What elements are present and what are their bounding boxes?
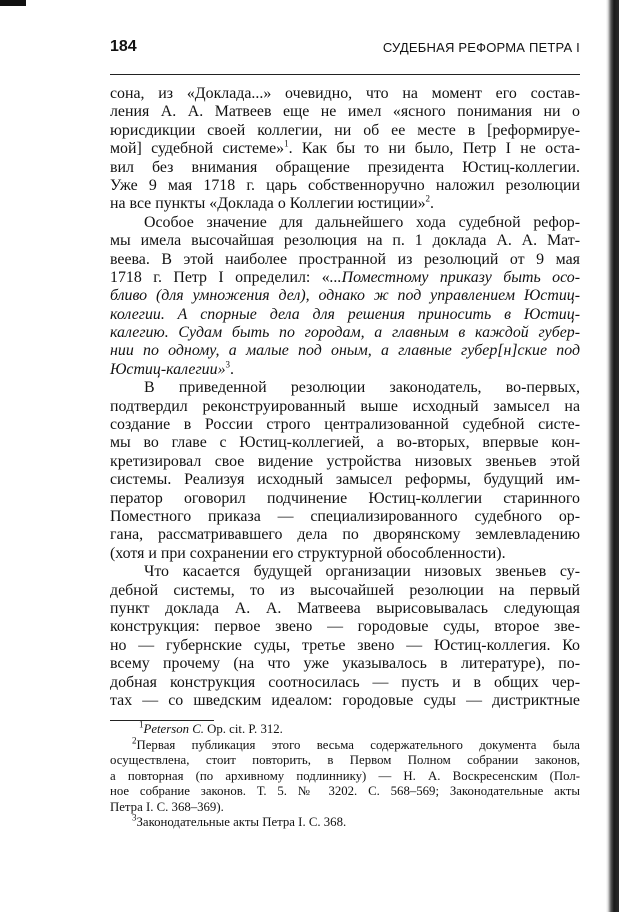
text-line: тах — со шведским идеалом: городовые суды — дистриктные	[110, 691, 580, 709]
text-line: (хотя и при сохранении его структурной обособленности).	[110, 544, 506, 562]
text-line	[110, 140, 580, 158]
text-line: юрисдикции своей коллегии, ни об ее месте в [реформируе-	[110, 121, 580, 139]
footnote-author: Peterson C.	[143, 722, 204, 736]
footnotes	[110, 719, 580, 831]
footnote-ref: 1	[284, 138, 289, 149]
text-line: дебной системы, то из высочайшей резолюции на первый	[110, 581, 580, 599]
text-line: Что касается будущей организации низовых звеньев су-	[144, 563, 580, 581]
footnote-3	[110, 812, 580, 831]
footnote-number: 1	[139, 719, 144, 730]
text-line	[110, 287, 580, 305]
running-title: СУДЕБНАЯ РЕФОРМА ПЕТРА I	[382, 40, 580, 55]
scan-page-edge	[602, 0, 619, 912]
quote-segment: колегии. А спорные дела для решения приносить в Юстиц-	[110, 305, 580, 323]
header-rule	[110, 74, 580, 75]
text-line: ления А. А. Матвеев еще не имел «ясного понимания ни о	[110, 103, 580, 121]
text-line: добная конструкция соотносилась — пусть и в общих чер-	[110, 673, 580, 691]
footnote-number: 2	[132, 735, 137, 746]
body-text	[110, 85, 580, 710]
text-line: пункт доклада А. А. Матвеева вырисовывалась следующая	[110, 599, 580, 617]
text-line: мы во главе с Юстиц-коллегией, а во-вторых, впервые кон-	[110, 434, 580, 452]
text-line: но — губернские суды, третье звено — Юстиц-коллегия. Ко	[110, 636, 580, 654]
footnote-line: Петра I. С. 368–369).	[110, 799, 224, 814]
text-line: гана, рассматривавшего дела по дворянскому землевладению	[110, 526, 580, 544]
footnote-rule	[110, 720, 214, 721]
text-segment: .	[430, 195, 434, 213]
footnote-text: Первая публикация этого весьма содержательного документа была	[136, 737, 580, 752]
quote-segment: ...Поместному приказу быть осо-	[329, 268, 580, 286]
text-line: конструкция: первое звено — городовые суды, второе зве-	[110, 618, 580, 636]
text-line	[110, 361, 580, 379]
footnote-number: 3	[132, 812, 137, 823]
text-line	[110, 342, 580, 360]
text-line: подтвердил реконструированный выше исходный замысел на	[110, 397, 580, 415]
footnote-text: Законодательные акты Петра I. С. 368.	[136, 815, 347, 829]
footnote-ref: 2	[425, 194, 431, 205]
footnote-ref: 3	[225, 359, 231, 370]
text-segment: 1718 г. Петр I определил: «	[110, 268, 330, 286]
text-line: создание в России строго централизованной судебной систе-	[110, 416, 580, 434]
text-line: Особое значение для дальнейшего хода судебной рефор-	[144, 213, 580, 231]
text-line	[110, 306, 580, 324]
text-line: всему прочему (на что уже указывалось в литературе), по-	[110, 655, 580, 673]
text-line: кретизировал свое видение устройства низовых звеньев этой	[110, 452, 580, 470]
text-line: ператор оговорил подчинение Юстиц-коллегии старинного	[110, 489, 580, 507]
footnote-text: Op. cit. P. 312.	[203, 722, 283, 736]
text-line: Поместного приказа — специализированного судебного ор-	[110, 507, 580, 525]
page-header	[110, 38, 580, 60]
text-segment: . Как бы то ни было, Петр I не оста-	[288, 140, 580, 158]
text-segment: на все пункты «Доклада о Коллегии юстиции»	[110, 195, 426, 213]
text-line: системы. Реализуя исходный замысел реформы, будущий им-	[110, 471, 580, 489]
quote-segment: Юстиц-калегии»	[110, 360, 226, 378]
text-line: В приведенной резолюции законодатель, во-первых,	[144, 379, 580, 397]
quote-segment: калегию. Судам быть по городам, а главным в каждой губер-	[110, 324, 580, 342]
text-line: мы имела высочайшая резолюция на п. 1 доклада А. А. Мат-	[110, 232, 580, 250]
text-segment: .	[230, 360, 234, 378]
footnote-line: осуществлена, стоит повторить, в Первом Полном собрании законов,	[110, 753, 580, 767]
footnote-1	[110, 719, 580, 738]
text-line	[110, 269, 580, 287]
text-line: сона, из «Доклада...» очевидно, что на момент его состав-	[110, 85, 580, 102]
scan-corner-mark	[0, 0, 26, 6]
text-line	[110, 324, 580, 342]
footnote-2	[110, 735, 580, 754]
footnote-line: ное собрание законов. Т. 5. № 3202. С. 568–569; Законодательные акты	[110, 784, 580, 798]
text-line: вил без внимания обращение президента Юстиц-коллегии.	[110, 158, 580, 176]
quote-segment: бливо (для умножения дел), однако ж под управлением Юстиц-	[110, 287, 580, 305]
page-number: 184	[110, 38, 137, 55]
text-line: веева. В этой наиболее пространной из резолюций от 9 мая	[110, 250, 580, 268]
text-segment: мой] судебной системе»	[110, 140, 285, 158]
quote-segment: нии по одному, а малые под оным, а главные губер[н]ские под	[110, 342, 580, 360]
footnote-line: а повторная (по архивному подлиннику) — Н. А. Воскресенским (Пол-	[110, 768, 580, 783]
text-line	[110, 195, 580, 213]
text-line: Уже 9 мая 1718 г. царь собственноручно наложил резолюции	[110, 176, 580, 194]
